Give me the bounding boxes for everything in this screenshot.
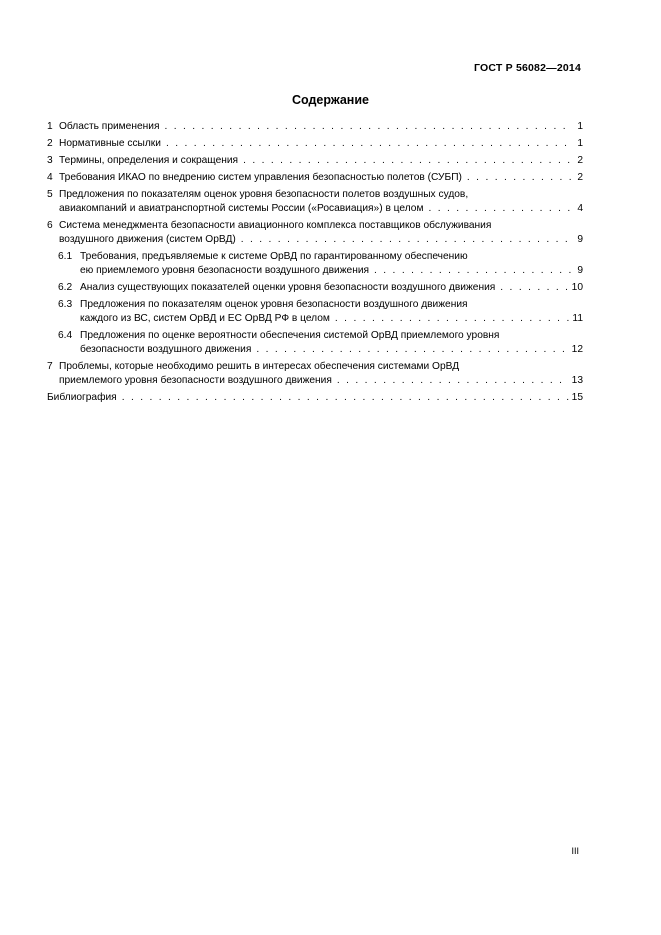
toc-entry-page: 2 — [577, 172, 583, 183]
toc-entry-number: 3 — [47, 155, 53, 166]
toc-entry[interactable] — [47, 188, 583, 216]
toc-entry-page: 1 — [577, 121, 583, 132]
toc-entry-page: 2 — [577, 155, 583, 166]
toc-leader-dots — [467, 171, 572, 185]
toc-entry-number: 6.3 — [58, 299, 73, 310]
toc-entry[interactable] — [47, 120, 583, 134]
toc-leader-dots — [500, 281, 568, 295]
toc-entry-number: 6 — [47, 220, 53, 231]
document-standard-number: ГОСТ Р 56082—2014 — [473, 62, 581, 74]
toc-entry-number: 2 — [47, 138, 53, 149]
toc-entry-title: Предложения по оценке вероятности обеспечения системой ОрВД приемлемого уровня — [80, 330, 500, 341]
toc-entry-title: приемлемого уровня безопасности воздушного движения — [59, 375, 332, 386]
toc-entry-number: 1 — [47, 121, 53, 132]
toc-entry-title: Нормативные ссылки — [59, 138, 161, 149]
toc-entry-title: воздушного движения (систем ОрВД) — [59, 234, 236, 245]
toc-entry[interactable] — [47, 391, 583, 405]
toc-leader-dots — [428, 202, 572, 216]
toc-entry[interactable] — [47, 360, 583, 388]
toc-entry[interactable] — [47, 137, 583, 151]
toc-leader-dots — [164, 120, 572, 134]
toc-entry-number: 6.2 — [58, 282, 73, 293]
toc-entry-title: Система менеджмента безопасности авиационного комплекса поставщиков обслуживания — [59, 220, 492, 231]
toc-entry[interactable] — [47, 154, 583, 168]
toc-leader-dots — [335, 312, 570, 326]
toc-entry-page: 1 — [577, 138, 583, 149]
toc-leader-dots — [374, 264, 572, 278]
toc-entry-page: 4 — [577, 203, 583, 214]
toc-entry-title: Анализ существующих показателей оценки уровня безопасности воздушного движения — [80, 282, 496, 293]
toc-entry[interactable] — [47, 171, 583, 185]
toc-entry-title: Предложения по показателям оценок уровня безопасности полетов воздушных судов, — [59, 189, 469, 200]
toc-leader-dots — [166, 137, 572, 151]
toc-entry-number: 6.1 — [58, 251, 73, 262]
toc-entry-title: Область применения — [59, 121, 160, 132]
toc-entry-title: Требования, предъявляемые к системе ОрВД по гарантированному обеспечению — [80, 251, 468, 262]
toc-entry-title: ею приемлемого уровня безопасности воздушного движения — [80, 265, 370, 276]
toc-entry[interactable] — [47, 250, 583, 278]
toc-entry[interactable] — [47, 281, 583, 295]
toc-entry-page: 15 — [571, 392, 583, 403]
toc-entry-title: авиакомпаний и авиатранспортной системы России («Росавиация») в целом — [59, 203, 424, 214]
toc-entry[interactable] — [47, 329, 583, 357]
toc-leader-dots — [243, 154, 572, 168]
toc-entry-title: Требования ИКАО по внедрению систем управления безопасностью полетов (СУБП) — [59, 172, 462, 183]
toc-entry-title: Проблемы, которые необходимо решить в интересах обеспечения системами ОрВД — [59, 361, 460, 372]
toc-entry-page: 9 — [577, 234, 583, 245]
page-number: III — [571, 846, 579, 856]
toc-entry-number: 6.4 — [58, 330, 73, 341]
table-of-contents — [47, 120, 583, 408]
toc-title: Содержание — [291, 93, 369, 107]
toc-entry-title: Термины, определения и сокращения — [59, 155, 239, 166]
toc-leader-dots — [337, 374, 569, 388]
toc-entry-number: 4 — [47, 172, 53, 183]
toc-leader-dots — [256, 343, 568, 357]
toc-entry-number: 7 — [47, 361, 53, 372]
toc-entry-title: каждого из ВС, систем ОрВД и ЕС ОрВД РФ в целом — [80, 313, 330, 324]
toc-entry-page: 12 — [571, 344, 583, 355]
toc-entry[interactable] — [47, 298, 583, 326]
toc-entry-title: Библиография — [47, 392, 117, 403]
toc-entry[interactable] — [47, 219, 583, 247]
toc-entry-page: 11 — [572, 313, 583, 324]
toc-entry-title: Предложения по показателям оценок уровня безопасности воздушного движения — [80, 299, 468, 310]
toc-entry-page: 9 — [577, 265, 583, 276]
toc-entry-page: 13 — [571, 375, 583, 386]
toc-leader-dots — [241, 233, 572, 247]
toc-entry-page: 10 — [571, 282, 583, 293]
toc-entry-title: безопасности воздушного движения — [80, 344, 252, 355]
toc-entry-number: 5 — [47, 189, 53, 200]
toc-leader-dots — [122, 391, 569, 405]
